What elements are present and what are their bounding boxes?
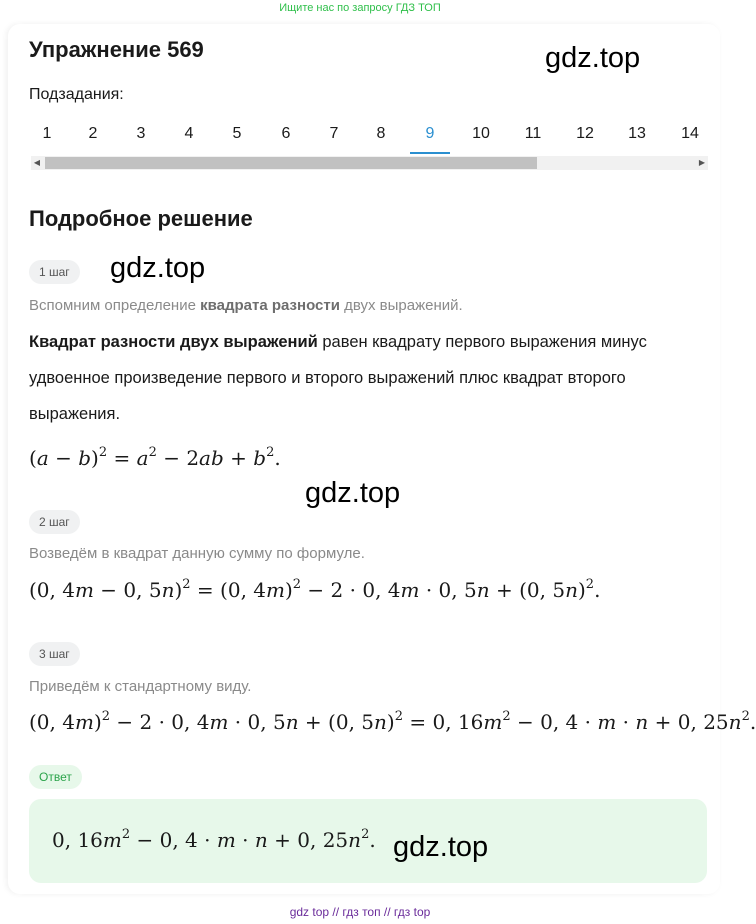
step-2-badge: 2 шаг [29, 510, 80, 534]
subtask-tab-14[interactable]: 14 [681, 125, 699, 142]
watermark: gdz.top [393, 831, 489, 863]
step-2-hint: Возведём в квадрат данную сумму по формуле. [29, 545, 365, 562]
formula-step-2: (0, 4m − 0, 5n)$^2$ = (0, 4m)$^2$ − 2 · 0, 4m · 0, 5n + (0, 5n)$^2$. [29, 577, 601, 602]
subtask-tab-12[interactable]: 12 [576, 125, 594, 142]
step-3-badge: 3 шаг [29, 642, 80, 666]
subtask-tab-13[interactable]: 13 [628, 125, 646, 142]
subtask-tab-5[interactable]: 5 [232, 125, 242, 142]
step-1-definition: Квадрат разности двух выражений равен квадрату первого выражения минус удвоенное произведение первого и второго выражений плюс квадрат второго выражения. [29, 333, 647, 423]
scroll-thumb[interactable] [45, 157, 537, 169]
scroll-right-arrow-icon[interactable]: ▶ [698, 158, 706, 167]
subtask-tab-6[interactable]: 6 [281, 125, 291, 142]
subtask-tab-1[interactable]: 1 [42, 125, 52, 142]
answer-formula: 0, $16m^2 - 0$, 4 · m · n + 0, $25n^2$. [52, 827, 376, 852]
subtask-tab-3[interactable]: 3 [136, 125, 146, 142]
solution-title: Подробное решение [29, 206, 253, 231]
subtask-tab-4[interactable]: 4 [184, 125, 194, 142]
answer-badge: Ответ [29, 765, 82, 789]
subtask-tab-7[interactable]: 7 [329, 125, 339, 142]
page-title: Упражнение 569 [29, 37, 204, 62]
step-1-badge: 1 шаг [29, 260, 80, 284]
subtask-tab-10[interactable]: 10 [472, 125, 490, 142]
top-promo-link[interactable]: Ищите нас по запросу ГДЗ ТОП [279, 2, 441, 14]
watermark: gdz.top [545, 42, 641, 74]
subtask-tab-11[interactable]: 11 [524, 125, 542, 142]
watermark: gdz.top [305, 477, 401, 509]
subtasks-label: Подзадания: [29, 86, 124, 103]
subtask-tabs [29, 120, 711, 154]
formula-square-difference: $(a - b)^2 = a^2 - 2ab + b^2$. [29, 445, 281, 470]
bottom-links[interactable]: gdz top // гдз топ // гдз top [289, 905, 431, 919]
step-3-hint: Приведём к стандартному виду. [29, 678, 252, 695]
subtask-scrollbar[interactable] [31, 156, 708, 170]
formula-step-3: (0, 4m)$^2$ − 2 · 0, 4m · 0, 5n + (0, 5n)$^2$ = 0, $16m^2 - 0$, 4 · m · n + 0, $25n^2$. [29, 709, 756, 734]
scroll-left-arrow-icon[interactable]: ◀ [33, 158, 41, 167]
watermark: gdz.top [110, 252, 206, 284]
subtask-tab-8[interactable]: 8 [376, 125, 386, 142]
step-1-hint: Вспомним определение квадрата разности двух выражений. [29, 297, 463, 314]
subtask-tab-9-active[interactable]: 9 [410, 120, 450, 148]
subtask-tab-2[interactable]: 2 [88, 125, 98, 142]
